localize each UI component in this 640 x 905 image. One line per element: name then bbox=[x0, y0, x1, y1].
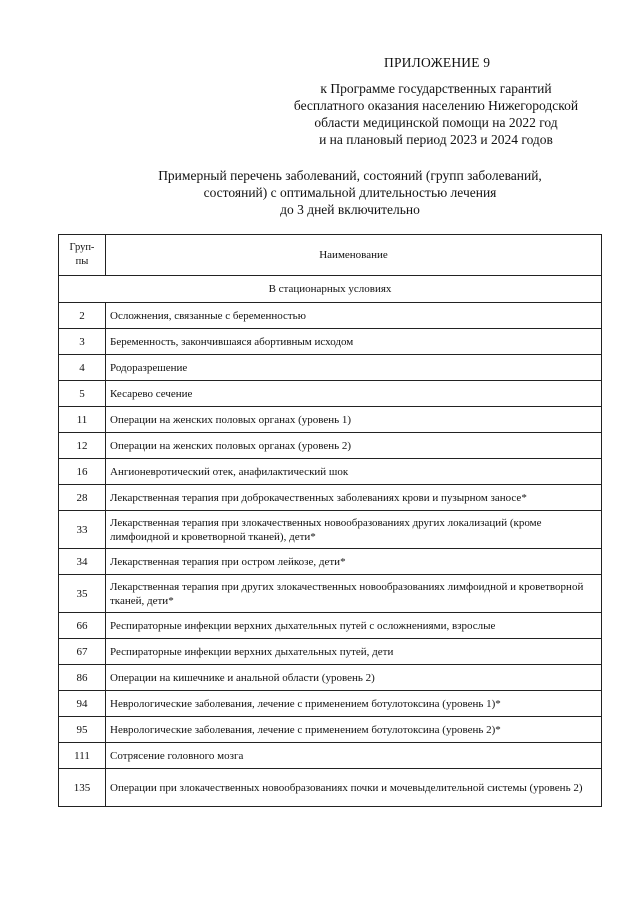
group-name: Сотрясение головного мозга bbox=[106, 743, 602, 769]
title-line: до 3 дней включительно bbox=[280, 202, 420, 217]
title-line: состояний) с оптимальной длительностью лечения bbox=[203, 185, 497, 200]
table-row bbox=[59, 769, 602, 807]
subtitle-line: и на плановый период 2023 и 2024 годов bbox=[319, 132, 553, 147]
group-code: 35 bbox=[59, 575, 106, 613]
section-label: В стационарных условиях bbox=[59, 276, 602, 303]
group-name: Неврологические заболевания, лечение с применением ботулотоксина (уровень 1)* bbox=[106, 691, 602, 717]
group-name: Лекарственная терапия при остром лейкозе, дети* bbox=[106, 549, 602, 575]
group-name: Респираторные инфекции верхних дыхательных путей с осложнениями, взрослые bbox=[106, 613, 602, 639]
group-name: Лекарственная терапия при других злокачественных новообразованиях лимфоидной и кроветворной тканей, дети* bbox=[106, 575, 602, 613]
table-row bbox=[59, 613, 602, 639]
diseases-table bbox=[58, 234, 602, 807]
table-row bbox=[59, 407, 602, 433]
group-code: 67 bbox=[59, 639, 106, 665]
group-name: Осложнения, связанные с беременностью bbox=[106, 303, 602, 329]
table-row bbox=[59, 665, 602, 691]
column-header-name: Наименование bbox=[106, 235, 602, 276]
group-code: 4 bbox=[59, 355, 106, 381]
group-name: Лекарственная терапия при доброкачественных заболеваниях крови и пузырном заносе* bbox=[106, 485, 602, 511]
appendix-heading: ПРИЛОЖЕНИЕ 9 bbox=[384, 55, 491, 70]
group-name: Операции на женских половых органах (уровень 2) bbox=[106, 433, 602, 459]
group-name: Кесарево сечение bbox=[106, 381, 602, 407]
appendix-subtitle bbox=[262, 80, 610, 148]
group-code: 5 bbox=[59, 381, 106, 407]
group-name: Операции на женских половых органах (уровень 1) bbox=[106, 407, 602, 433]
group-name: Беременность, закончившаяся абортивным исходом bbox=[106, 329, 602, 355]
group-code: 16 bbox=[59, 459, 106, 485]
group-code: 111 bbox=[59, 743, 106, 769]
table-row bbox=[59, 691, 602, 717]
group-code: 28 bbox=[59, 485, 106, 511]
table-row bbox=[59, 485, 602, 511]
table-row bbox=[59, 717, 602, 743]
table-row bbox=[59, 329, 602, 355]
table-row bbox=[59, 575, 602, 613]
column-header-group-line: Груп- bbox=[69, 242, 95, 253]
group-code: 66 bbox=[59, 613, 106, 639]
table-row bbox=[59, 355, 602, 381]
group-name: Лекарственная терапия при злокачественных новообразованиях других локализаций (кроме лимфоидной и кроветворной тканей), дети* bbox=[106, 511, 602, 549]
group-code: 86 bbox=[59, 665, 106, 691]
table-row bbox=[59, 639, 602, 665]
table-row bbox=[59, 381, 602, 407]
table-row bbox=[59, 459, 602, 485]
group-code: 11 bbox=[59, 407, 106, 433]
subtitle-line: области медицинской помощи на 2022 год bbox=[314, 115, 558, 130]
subtitle-line: бесплатного оказания населению Нижегородской bbox=[293, 98, 579, 113]
group-code: 12 bbox=[59, 433, 106, 459]
table-row bbox=[59, 743, 602, 769]
group-name: Неврологические заболевания, лечение с применением ботулотоксина (уровень 2)* bbox=[106, 717, 602, 743]
group-name: Ангионевротический отек, анафилактический шок bbox=[106, 459, 602, 485]
group-name: Операции при злокачественных новообразованиях почки и мочевыделительной системы (уровень 2) bbox=[106, 769, 602, 807]
title-line: Примерный перечень заболеваний, состояний (групп заболеваний, bbox=[158, 168, 542, 183]
document-title bbox=[120, 167, 580, 218]
column-header-group-line: пы bbox=[75, 256, 89, 267]
group-name: Операции на кишечнике и анальной области (уровень 2) bbox=[106, 665, 602, 691]
group-code: 135 bbox=[59, 769, 106, 807]
group-name: Родоразрешение bbox=[106, 355, 602, 381]
group-code: 3 bbox=[59, 329, 106, 355]
group-code: 33 bbox=[59, 511, 106, 549]
group-code: 2 bbox=[59, 303, 106, 329]
section-row bbox=[59, 276, 602, 303]
column-header-group bbox=[59, 235, 106, 276]
group-code: 94 bbox=[59, 691, 106, 717]
table-row bbox=[59, 303, 602, 329]
table-header-row bbox=[59, 235, 602, 276]
group-code: 34 bbox=[59, 549, 106, 575]
group-code: 95 bbox=[59, 717, 106, 743]
table-row bbox=[59, 511, 602, 549]
subtitle-line: к Программе государственных гарантий bbox=[320, 81, 552, 96]
table-row bbox=[59, 549, 602, 575]
group-name: Респираторные инфекции верхних дыхательных путей, дети bbox=[106, 639, 602, 665]
table-row bbox=[59, 433, 602, 459]
